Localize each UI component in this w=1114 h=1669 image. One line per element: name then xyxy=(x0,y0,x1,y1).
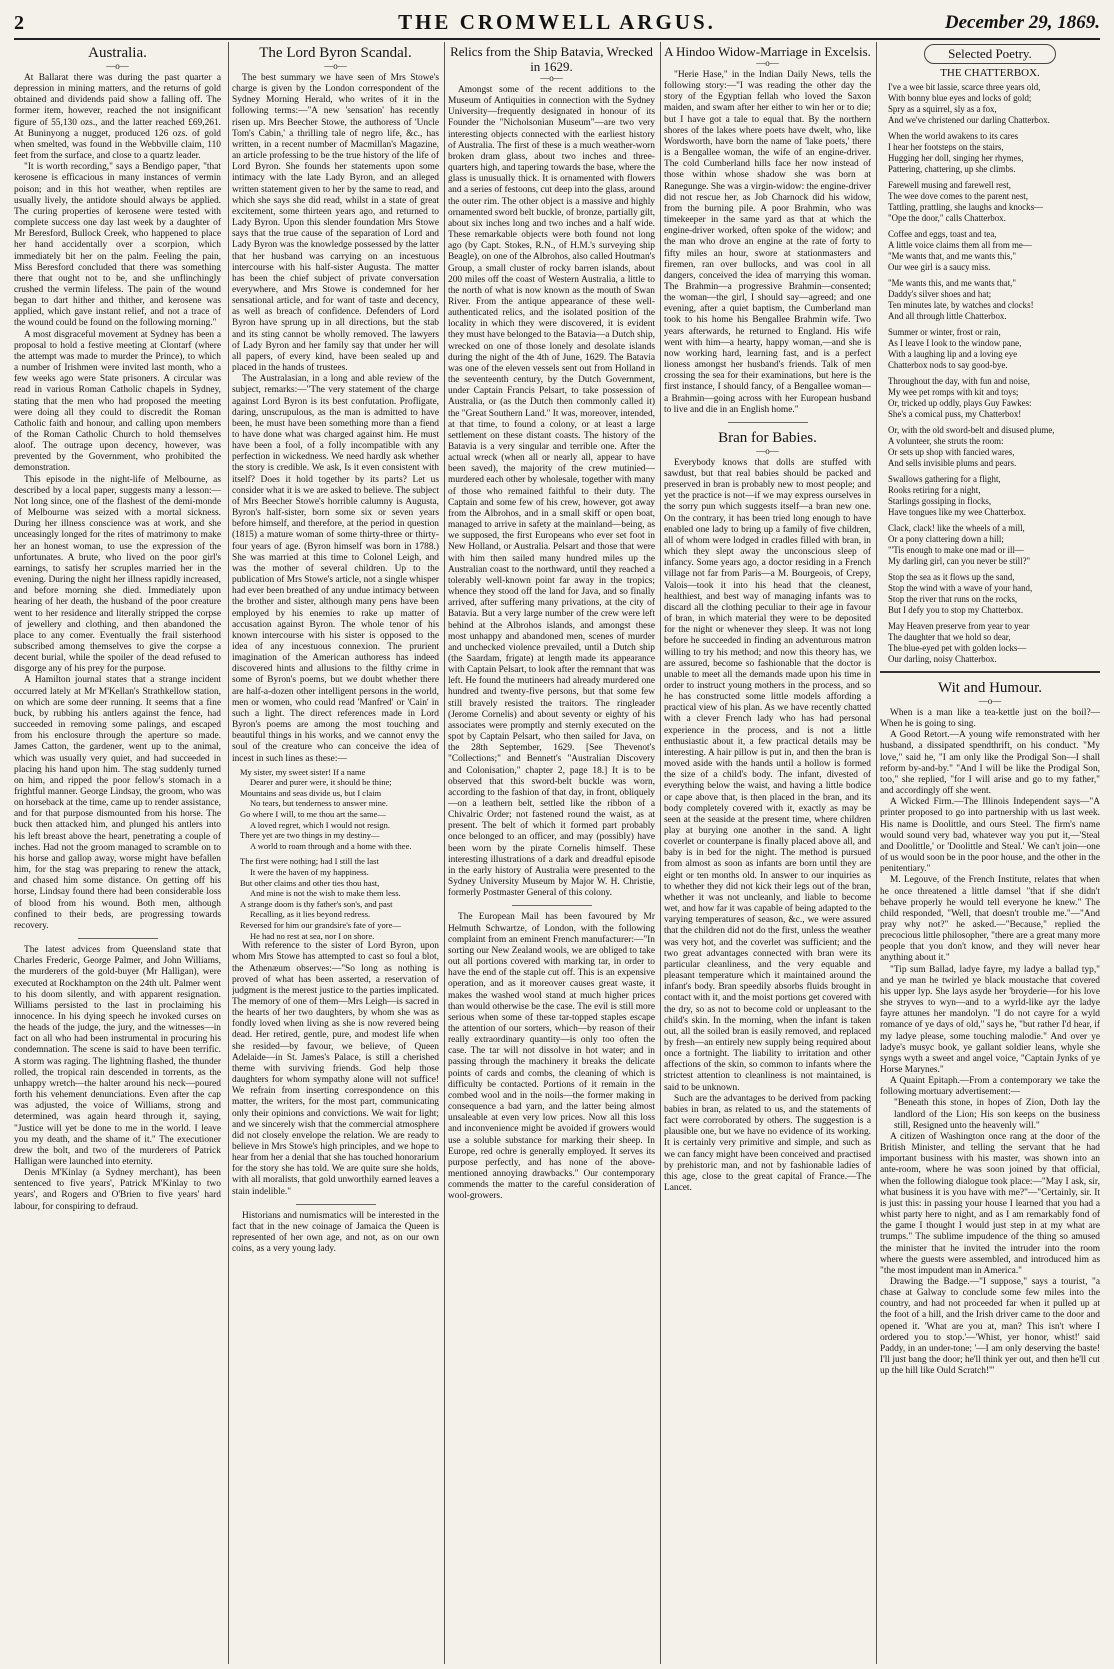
poem-chatterbox xyxy=(888,82,1100,665)
paragraph: "It is worth recording," says a Bendigo paper, "that kerosene is efficacious in many instances of vermin poison; and in this hot weather, when reptiles are usually lively, the antidote should always be applied. The curing properties of kerosene were tested with complete success one day last week by a daughter of Mr Beresford, Bullock Creek, who happened to place her hand accidentally over a scorpion, which immediately bit her on the palm. Feeling the pain, Miss Beresford concluded that there was something there that ought not to be, and she unflinchingly crushed the vermin lifeless. The pain of the wound began to dart hither and thither, and kerosene was applied, which gave instant relief, and not a trace of the wound could be found on the following morning." xyxy=(14,162,221,329)
stanza: Swallows gathering for a flight, Rooks retiring for a night, Starlings gossiping in flocks, Have tongues like my wee Chatterbox. xyxy=(888,474,1027,517)
stanza: Summer or winter, frost or rain, As I leave I look to the window pane, With a laughing lip and a loving eye Chatterbox nods to say good-bye. xyxy=(888,327,1022,370)
article-heading: A Hindoo Widow-Marriage in Excelsis. xyxy=(664,44,871,59)
paragraph: A Wicked Firm.—The Illinois Independent says—"A printer proposed to go into partnership with us last week. His name is Doolittle, and ours Steel. The firm's name would sound very bad, whatever way you put it,—'Steal and Doolittle,' or 'Doolittle and Steal.' We can't join—one of us would soon be in the poor house, and the other in the penitentiary." xyxy=(880,797,1100,875)
column-hindoo-widow: A Hindoo Widow-Marriage in Excelsis. —o— "Herie Hase," in the Indian Daily News, tells the following story:—"I was reading the other day the story of the Egyptian fellah who loved the Saxon maiden, and swam after her either to win her or to die; but I have got a tale to equal that. By the northern shores of the lakes where poets have dwelt, who, like Wordsworth, have born the name of 'lake poets,' there is a Bengallee woman, the wife of an engine-driver. The cold Cumberland hills face her now instead of those within whose shadow she was born at Ranegunge. She was a virgin-widow: the engine-driver did not rescue her, as Job Charnock did his widow, from the burning pile. A poor Brahmin, who was timekeeper in the same yard as that at which the engine-driver worked, often spoke of the widow; and the man who drove an engine at the rate of forty to fifty miles an hour, swore at stationmasters and firemen, ran over bullocks, and was cool in all dangers, conceived the idea of marrying this woman. The Brahmin—a progressive Brahmin—consented; the woman—the girl, I should say—agreed; and one evening, after a quiet baptism, the Cumberland man took to his home his Bengallee Brahmin wife. Two years afterwards, he returned to England. His wife went with him—a hearty, happy woman,—and she is now working hard, learning fast, and is a perfect lioness amongst her husband's friends. Talk of men crossing the sea for their examinations, but here is the first instance, I should fancy, of a Bengallee woman—a Brahmin—going across with her European husband to live and die in an English home." Bran for Babies. —o— Everybody knows that dolls are stuffed with sawdust, but that real babies should be packed and preserved in bran is probably new to most people; and yet the practice is not—if we may express ourselves in the sorry pun which suggests itself—a bran new one. On the contrary, it has been tried long enough to have enabled one lady to bring up a family of five children, all of whom were lodged in cradles filled with bran, in which they slept away the unconscious sleep of infancy. Some years ago, a doctor residing in a French village not far from Paris—a M. Bourgeois, of Crepy, Valois—took it into his head that the cleanest, healthiest, and best way of managing infants was to discard all the clothing peculiar to their age in favour of bran, in which material they were to be deposited for the night or whenever they sleep. It was not long before he succeeded in finding an adventurous matron willing to try his method; and now this theory has, we are assured, become so fashionable that the doctor is unable to meet all the demands made upon his time in order to instruct young mothers in the process, and so he has constructed some little models affording a practical view of his plan. As we have recently chatted with a clever French lady who has had personal experience in the process, and is not a little enthusiastic about it, a few practical details may be interesting. A hair pillow is put in, and then the bran is moved aside with the hands until a hollow is formed the size of a child's body. The infant, divested of everything below the waist, and having a little bodice or cape above that, is then placed in the bran, and its body completely covered with it, exactly as may be seen at the seaside at the present time, where children play at burying one another in the sand. A light coverlet or counterpane is finally placed above all, and baby is in bed for the night. The method is pursued from almost as soon as infants are born until they are eight or ten months old. In answer to our inquiries as to whether they did not kick their legs out of the bran, whether it was not uncleanly, and liable to become wet, and how far it was capable of being adapted to the varying temperatures of season, &c., we were assured that the children did not do the first, unless the weather was very hot, and the coverlet was sufficient; and the two great advantages connected with bran were its particular cleanliness, and the very equable and pleasant temperature which it maintained around the infant's body. Bran speedily absorbs fluids brought in contact with it, and the moist portions get covered with the dry, so as not to become cold or unpleasant to the child's skin. In the morning, when the infant is taken out, all the soiled bran is easily removed, and replaced by fresh—an entirely new supply being required about once a fortnight. The liability to irritation and other affections of the skin, so common to infants where the strictest attention to cleanliness is not maintained, is said to be unknown. Such are the advantages to be derived from packing babies in bran, as related to us, and the statements of fact were corroborated by others. The suggestion is a plausible one, but we have no evidence of its working. It is certainly very primitive and simple, and such as we can fancy might have been conceived and practised by prehistoric man, and not by fashionable ladies of this age, close to the great capital of France.—The Lancet. xyxy=(664,44,871,1193)
issue-date: December 29, 1869. xyxy=(944,12,1100,33)
column-australia: Australia. —o— At Ballarat there was during the past quarter a depression in mining matters, and the returns of gold obtained and dividends paid show a falling off. The former item, however, reached the not insignificant figure of 55,130 ozs., and the latter reached £69,261. At Buninyong a nugget, produced 126 ozs. of gold when smelted, was found in the Webbville claim, 110 feet from the surface, and close to a quartz leader. "It is worth recording," says a Bendigo paper, "that kerosene is efficacious in many instances of vermin poison; and in this hot weather, when reptiles are usually lively, the antidote should always be applied. The curing properties of kerosene were tested with complete success one day last week by a daughter of Mr Beresford, Bullock Creek, who happened to place her hand accidentally over a scorpion, which immediately bit her on the palm. Feeling the pain, Miss Beresford concluded that there was something there that ought not to be, and she unflinchingly crushed the vermin lifeless. The pain of the wound began to dart hither and thither, and kerosene was applied, which gave instant relief, and not a trace of the wound could be found on the following morning." A most disgraceful movement at Sydney has been a proposal to hold a festive meeting at Clontarf (where the attempt was made to murder the Prince), to which a number of Irishmen were invited last month, who a few weeks ago were State prisoners. A circular was read in various Roman Catholic chapels in Sydney, stating that the men who had proposed the meeting were doing all they could to discredit the Roman Catholic faith and honour, and calling upon members of the Roman Catholic Church to hold themselves aloof. The outrage upon decency, however, was prevented by the Government, who prohibited the demonstration. This episode in the night-life of Melbourne, as described by a local paper, suggests many a lesson:—Not long since, one of the flashest of the demi-monde of Melbourne was seized with a mortal sickness. During her illness conscience was at work, and she unceasingly longed for the rites of matrimony to make her an honest woman, to use the expression of the unfortunates. A brute, who lived on the poor girl's earnings, to satisfy her scruples married her in the evening. During the night her illness rapidly increased, and before morning she died. Immediately upon hearing of her death, the husband of the poor creature went to her residence and literally stripped the corpse of jewellery and clothing, and then abandoned the place to any comer. Eventually the frail sisterhood subscribed among themselves to give the corpse a decent burial, while the spoiler of the dead refused to disgorge any of his prey for the purpose. A Hamilton journal states that a strange incident occurred lately at Mr M'Kellan's Strathkellow station, on which are some deer running. It seems that a fine buck, by rubbing his antlers against the fence, had succeeded in removing some palings, and escaped from his enclosure through the aperture so made. James Catton, the gardener, went up to the animal, which was usually very quiet, and had succeeded in placing his hand upon him. The stag suddenly turned on him, and ripped the poor fellow's stomach in a frightful manner. George Lindsay, the groom, who was on horseback at the time, came up to render assistance, and for that purpose dismounted from his horse. The buck then attacked him, and plunged his antlers into his left breast above the heart, penetrating a couple of inches. Had not the groom managed to scramble on to his horse and gallop away, worse might have befallen him, for the stag was preparing to renew the attack, and chased him some distance. On getting off his horse, Lindsay found there had been considerable loss of blood from his wound. Both men, although confined to their beds, are progressing towards recovery. The latest advices from Queensland state that Charles Frederic, George Palmer, and John Williams, the murderers of the gold-buyer (Mr Halligan), were executed at Rockhampton on the 24th ult. Palmer went to his doom silently, and with apparent resignation. Williams persisted to the last in proclaiming his innocence. In his dying speech he invoked curses on the heads of the judge, the jury, and the witnesses—in fact on all who had been instrumental in procuring his condemnation. The scene is said to have been terrific. A storm was raging. The lightning flashed, the thunder rolled, the tropical rain descended in torrents, as the unhappy wretch—the halter around his neck—poured forth his vehement denunciations. Even after the cap was adjusted, the voice of Williams, strong and determined, was again heard through it, saying, "Justice will yet be done to me in the world. I leave you my death, and the shame of it." The executioner drew the bolt, and two of the murderers of Patrick Halligan were launched into eternity. Denis M'Kinlay (a Sydney merchant), has been sentenced to five years', Patrick M'Kinlay to two years', and Rogers and O'Brien to five years' hard labour, for conspiring to defraud. xyxy=(14,45,221,1212)
divider xyxy=(512,905,592,906)
paragraph: Drawing the Badge.—"I suppose," says a tourist, "a chase at Galway to conclude some few miles into the country, and had not proceeded far when it pulled up at the foot of a hill, and the Irish driver came to the door and opened it. 'What are you at, man? This isn't where I ordered you to stop.'—'Whist, yer honor, whist!' said Paddy, in an under-tone; '—I am only deserving the baste! I'll just bang the door; he'll think yer out, and then he'll cut up the hill like Ould Scratch!'" xyxy=(880,1276,1100,1377)
article-heading: Australia. xyxy=(88,45,147,61)
article-heading: The Lord Byron Scandal. xyxy=(259,45,412,61)
paragraph: Denis M'Kinlay (a Sydney merchant), has been sentenced to five years', Patrick M'Kinlay to two years', and Rogers and O'Brien to five years' hard labour, for conspiring to defraud. xyxy=(14,1168,221,1212)
paragraph: Everybody knows that dolls are stuffed with sawdust, but that real babies should be packed and preserved in bran is probably new to most people; and yet the practice is not—if we may express ourselves in the sorry pun which suggests itself—a bran new one. On the contrary, it has been tried long enough to have enabled one lady to bring up a family of five children, all of whom were lodged in cradles filled with bran, in which they slept away the unconscious sleep of infancy. Some years ago, a doctor residing in a French village not far from Paris—a M. Bourgeois, of Crepy, Valois—took it into his head that the cleanest, healthiest, and best way of managing infants was to discard all the clothing peculiar to their age in favour of bran, in which material they were to be deposited for the night or whenever they sleep. It was not long before he succeeded in finding an adventurous matron willing to try his method; and now this theory has, we are assured, become so fashionable that the doctor is unable to meet all the demands made upon his time in order to instruct young mothers in the process, and so he has constructed some little models affording a practical view of his plan. As we have recently chatted with a clever French lady who has had personal experience in the process, and is not a little enthusiastic about it, a few practical details may be interesting. A hair pillow is put in, and then the bran is moved aside with the hands until a hollow is formed the size of a child's body. The infant, divested of everything below the waist, and having a little bodice or cape above that, is then placed in the bran, and its body completely covered with it, exactly as may be seen at the seaside at the present time, where children play at burying one another in the sand. A light coverlet or counterpane is finally placed above all, and baby is in bed for the night. The method is pursued from almost as soon as infants are born until they are eight or ten months old. In answer to our inquiries as to whether they did not kick their legs out of the bran, whether it was not uncleanly, and liable to become wet, and how far it was capable of being adapted to the varying temperatures of season, &c., we were assured that the children did not do the first, unless the weather was very hot, and the coverlet was sufficient; and the two great advantages connected with bran were its particular cleanliness, and the very equable and pleasant temperature which it maintained around the infant's body. Bran speedily absorbs fluids brought in contact with it, and the moist portions get covered with the dry, so as not to become cold or unpleasant to the child's skin. In the morning, when the infant is taken out, all the soiled bran is easily removed, and replaced by fresh—an entirely new supply being required about once a fortnight. The liability to irritation and other affections of the skin, so common to infants where the strictest attention to cleanliness is not maintained, is said to be unknown. xyxy=(664,457,871,1093)
column-byron-scandal: The Lord Byron Scandal. —o— The best summary we have seen of Mrs Stowe's charge is given by the London correspondent of the Sydney Morning Herald, who writes of it in the following terms:—"A new 'sensation' has recently risen up. Mrs Beecher Stowe, the authoress of 'Uncle Tom's Cabin,' a thrilling tale of negro life, &c., has written, in a recent number of Macmillan's Magazine, an article professing to be the true history of the life of Lord Byron. She founds her statements upon some intimacy with the late Lady Byron, and an alleged written statement given to her by the same to read, and which she says she did read, whilst in a state of great excitement, some thirteen years ago, and returned to Lady Byron. Upon this slender foundation Mrs Stowe says that the true cause of the separation of Lord and Lady Byron was the knowledge possessed by the latter that her husband was carrying on an incestuous intercourse with his half-sister Augusta. The matter has been the chief subject of private conversation everywhere, and Mrs Stowe is condemned for her sensational article, and for want of taste and decency, as well as breach of confidence. Defenders of Lord Byron have sprung up in all directions, but the stab and its sting cannot be wholly removed. The lawyers of Lady Byron and her family say that under her will all papers, of every kind, have been sealed up and placed in the hands of trustees. The Australasian, in a long and able review of the subject, remarks:—"The very statement of the charge against Lord Byron is its best confutation. Profligate, daring, unscrupulous, as the man is admitted to have been, he must have been something more than a fiend to have done what was charged against him. He must have been a fool, of a folly incompatible with any perfection in wickedness. We need hardly ask whether the story is credible. We ask, Is it even consistent with itself? Does it hold together by its parts? Let us consider what it is we are asked to believe. The subject of Mrs Beecher Stowe's horrible calumny is Augusta, Byron's half-sister, born some six or seven years before himself, and therefore, at the period in question (1815) a mature woman of some thirty-three or thirty-four years of age. (Byron himself was born in 1788.) She was married at this time to Colonel Leigh, and was the mother of several children. Up to the publication of Mrs Stowe's article, not a single whisper had ever been breathed of any undue intimacy between the brother and sister, although many pens have been employed by his enemies to rake up matter of accusation against Byron. The whole tenor of his known intercourse with his sister is opposed to the idea of any incestuous connexion. The prurient imagination of the American authoress has indeed discovered hints and allusions to the filthy crime in some of Byron's poems, but we doubt whether there are half-a-dozen other intelligent persons in the world, men or women, who could read 'Manfred' or 'Cain' in such a light. The direct references made in Lord Byron's poems are among the most touching and beautiful things in his works, and we cannot envy the soul of the creature who can conceive the idea of incest in such lines as these:— My sister, my sweet sister! If a name Dearer and purer were, it should be thine; Mountains and seas divide us, but I claim No tears, but tenderness to answer mine. Go where I will, to me thou art the same— A loved regret, which I would not resign. There yet are two things in my destiny— A world to roam through and a home with thee. The first were nothing; had I still the last It were the haven of my happiness. But other claims and other ties thou hast, And mine is not the wish to make them less. A strange doom is thy father's son's, and past Recalling, as it lies beyond redress. Reversed for him our grandsire's fate of yore— He had no rest at sea, nor I on shore. With reference to the sister of Lord Byron, upon whom Mrs Stowe has attempted to cast so foul a blot, the Athenæum observes:—"So long as nothing is proved of what has been asserted, a reservation of judgment is the merest justice to the parties implicated. The memory of one of them—Mrs Leigh—is sacred in the hearts of her two daughters, by whom she was as fondly loved when living as she is now revered being dead. Her retired, gentle, pure, and modest life when she resided—by favour, we believe, of Queen Adelaide—in St. James's Palace, is still a cherished theme with surviving friends. God help those daughters for whom sympathy alone will not suffice! We refrain from inserting correspondence on this matter, the writers, for the most part, communicating only their opinions and convictions. We wait for light; and we sincerely wish that the commercial atmosphere did not closely envelope the relation. We are ready to believe in Mrs Stowe's high principles, and we hope to hear from her a denial that she has touched honorarium for the story she has told. We are quite sure she holds, with all moralists, that gold unworthily earned leaves a stain indelible." Historians and numismatics will be interested in the fact that in the new coinage of Jamaica the Queen is represented of her own age, and not, as on our own coins, as a very young lady. xyxy=(232,45,439,1255)
stanza: Throughout the day, with fun and noise, My wee pet romps with kit and toys; Or, tricked up oddly, plays Guy Fawkes: She's a comical puss, my Chatterbox! xyxy=(888,376,1032,419)
page-number: 2 xyxy=(14,12,24,34)
paragraph: A Hamilton journal states that a strange incident occurred lately at Mr M'Kellan's Strathkellow station, on which are some deer running. It seems that a fine buck, by rubbing his antlers against the fence, had succeeded in removing some palings, and escaped from his enclosure through the aperture so made. James Catton, the gardener, went up to the animal, which was usually very quiet, and had succeeded in placing his hand upon him. The stag suddenly turned on him, and ripped the poor fellow's stomach in a frightful manner. George Lindsay, the groom, who was on horseback at the time, came up to render assistance, and for that purpose dismounted from his horse. The buck then attacked him, and plunged his antlers into his left breast above the heart, penetrating a couple of inches. Had not the groom managed to scramble on to his horse and gallop away, worse might have befallen him, for the stag was preparing to renew the attack, and chased him some distance. On getting off his horse, Lindsay found there had been considerable loss of blood from his wound. Both men, although confined to their beds, are progressing towards recovery. xyxy=(14,675,221,931)
paragraph: M. Legouve, of the French Institute, relates that when he once threatened a little damsel "that if she didn't behave properly he would tell everyone he knew." The child responded, "Well, that doesn't trouble me."—"And pray why not?" he asked.—"Because," replied the precocious little philosopher, "there are a great many more people that you don't know, and they will never hear anything about it." xyxy=(880,875,1100,964)
stanza: Or, with the old sword-belt and disused plume, A volunteer, she struts the room: Or sets up shop with fancied wares, And sells invisible plums and pears. xyxy=(888,425,1055,468)
paragraph: The European Mail has been favoured by Mr Helmuth Schwartze, of London, with the following complaint from an eminent French manufacturer:—"In sorting our New Zealand wools, we are obliged to take out all portions covered with marking tar, in order to have the end of the staple cut off. This is an expensive operation, and as it moreover causes great waste, it makes the washed wool stand at much higher prices than would otherwise be the case. The evil is still more serious when some of these tar-topped staples escape the attention of our sorters, which—by reason of their really extraordinary quantity—is only too often the case. The tar will not dissolve in hot water; and in passing through the machinery it breaks the delicate points of cards and combs, the cleaning of which is difficulty be contacted. Portions of it remain in the combed wool and in the noils—the former making in consequence a bad yarn, and the latter being almost unsaleable at even very low prices. Now all this loss and inconvenience might be avoided if growers would use a soluble substance for marking their sheep. In Europe, red ochre is generally employed. It serves its purpose perfectly, and has none of the above-mentioned annoying drawbacks." Our contemporary commends the matter to the careful consideration of wool-growers. xyxy=(448,912,655,1202)
stanza: Farewell musing and farewell rest, The wee dove comes to the parent nest, Tattling, prattling, she laughs and knocks— "Ope the door," calls Chatterbox. xyxy=(888,180,1043,223)
column-batavia-relics: Relics from the Ship Batavia, Wrecked in 1629. —o— Amongst some of the recent additions to the Museum of Antiquities in connection with the Sydney University—frequently designated in honour of its Founder the "Nicholsonian Museum"—are two very interesting objects connected with the earliest history of Australia. The first of these is a much weather-worn broken dram glass, about two inches and three-quarters high, and tapering towards the base, where the glass is unusually thick. It is ornamented with flowers and a series of festoons, cut deep into the glass, around the outer rim. The other object is a massive and highly ornamented sword belt buckle, of bronze, partially gilt, about six inches long and two inches and a half wide. These remarkable objects were both found not long ago (by Capt. Stokes, R.N., of H.M.'s surveying ship Beagle), on one of the Albrohos, also called Houtman's Group, a small cluster of rocky barren islands, about 200 miles off the coast of Western Australia, a little to the north of what is now known as the mouth of Swan River. From the antique appearance of these well-authenticated relics, and the isolated position of the locality in which they were discovered, it is evident they must have belonged to the Batavia—a Dutch ship, wrecked on one of those lonely and desolate islands during the night of the 4th of June, 1629. The Batavia was one of the eleven vessels sent out from Holland in the seventeenth century, by the Dutch Government, under Captain Francis Pelsart, to take possession of Australia, or (as the Dutch then commonly called it) the "Great Southern Land." It was, moreover, intended, at that time, to found a colony, or at least a large settlement on these distant coasts. The history of the Batavia is a very singular and terrible one. After the actual wreck (when all or nearly all, appear to have been saved), the majority of the crew mutinied—murdered each other by wholesale, together with many of those who remained faithful to their duty. The Captain and some few of his crew, however, got away from the Albrohos, and in a small skiff or open boat, managed to arrive in safety at the mainland—being, as we supposed, the first Europeans who ever set foot in New Holland, or Australia. Pelsart and those that were with him then sailed many hundred miles up the Australian coast to the northward, until they reached a tolerably well-known point far away in the tropics; whence they stood off the land for Java, and so finally arrived, after suffering many privations, at the city of Batavia. But a very large number of the crew were left behind at the Albrohos islands, and amongst these most unhappy and abandoned men, scenes of murder and unchecked violence prevailed, until a Dutch ship (the Saardam, frigate) at length made its appearance with Captain Pelsart, to look after the remnant that was left. He found the mutineers had already murdered one hundred and twenty-five persons, but that some few still bravely resisted the traitors. The ringleader (Jerome Cornelis) and about seventy or eighty of his associates were promptly and sternly executed on the spot by Captain Pelsart, who then sailed for Java, on the 28th September, 1629. [See Thevenot's "Collections;" and Bennett's "Australian Discovery and Colonisation," chapter 2, page 18.] It is to be observed that this sword-belt buckle was worn, according to the fashion of that day, in front, obliquely—on a leathern belt, settled like the ribbon of a Chivalric Order; not fastened round the waist, as at present. The belt of which it formed part probably once belonged to an officer, and may (possibly) have been worn by the pirate Cornelis himself. These interesting illustrations of a dark and dreadful episode in the early history of Australia were presented to the Sydney University Museum by Major W. H. Christie, formerly Postmaster General of this colony. The European Mail has been favoured by Mr Helmuth Schwartze, of London, with the following complaint from an eminent French manufacturer:—"In sorting our New Zealand wools, we are obliged to take out all portions covered with marking tar, in order to have the end of the staple cut off. This is an expensive operation, and as it moreover causes great waste, it makes the washed wool stand at much higher prices than would otherwise be the case. The evil is still more serious when some of these tar-topped staples escape the attention of our sorters, which—by reason of their really extraordinary quantity—is only too often the case. The tar will not dissolve in hot water; and in passing through the machinery it breaks the delicate points of cards and combs, the cleaning of which is difficulty be contacted. Portions of it remain in the combed wool and in the noils—the former making in consequence a bad yarn, and the latter being almost unsaleable at even very low prices. Now all this loss and inconvenience might be avoided if growers would use a soluble substance for marking their sheep. In Europe, red ochre is generally employed. It serves its purpose perfectly, and has none of the above-mentioned annoying drawbacks." Our contemporary commends the matter to the careful consideration of wool-growers. xyxy=(448,44,655,1202)
masthead xyxy=(14,6,1100,40)
section-heading: Wit and Humour. xyxy=(938,680,1042,696)
divider xyxy=(78,938,158,939)
stanza: Clack, clack! like the wheels of a mill, Or a pony clattering down a hill; "'Tis enough to make one mad or ill— My darling girl, can you never be still?" xyxy=(888,523,1031,566)
divider xyxy=(728,422,808,423)
paragraph: The best summary we have seen of Mrs Stowe's charge is given by the London correspondent of the Sydney Morning Herald, who writes of it in the following terms:—"A new 'sensation' has recently risen up. Mrs Beecher Stowe, the authoress of 'Uncle Tom's Cabin,' a thrilling tale of negro life, &c., has written, in a recent number of Macmillan's Magazine, an article professing to be the true history of the life of Lord Byron. She founds her statements upon some intimacy with the late Lady Byron, and an alleged written statement given to her by the same to read, and which she says she did read, whilst in a state of great excitement, some thirteen years ago, and returned to Lady Byron. Upon this slender foundation Mrs Stowe says that the true cause of the separation of Lord and Lady Byron was the knowledge possessed by the latter that her husband was carrying on an incestuous intercourse with his half-sister Augusta. The matter has been the chief subject of private conversation everywhere, and Mrs Stowe is condemned for her sensational article, and for want of taste and decency, as well as breach of confidence. Defenders of Lord Byron have sprung up in all directions, but the stab and its sting cannot be wholly removed. The lawyers of Lady Byron and her family say that under her will all papers, of every kind, have been sealed up and placed in the hands of trustees. xyxy=(232,73,439,374)
paragraph: When is a man like a tea-kettle just on the boil?—When he is going to sing. xyxy=(880,708,1100,730)
divider xyxy=(296,1204,376,1205)
quoted-verse: My sister, my sweet sister! If a name Dearer and purer were, it should be thine; Mountains and seas divide us, but I claim No tears, but tenderness to answer mine. Go where I will, to me thou art the same— A loved regret, which I would not resign. There yet are two things in my destiny— A world to roam through and a home with thee. The first were nothing; had I still the last It were the haven of my happiness. But other claims and other ties thou hast, And mine is not the wish to make them less. A strange doom is thy father's son's, and past Recalling, as it lies beyond redress. Reversed for him our grandsire's fate of yore— He had no rest at sea, nor I on shore. xyxy=(240,766,412,941)
divider xyxy=(880,671,1100,673)
newspaper-title: THE CROMWELL ARGUS. xyxy=(398,10,716,34)
column-poetry-humour: Selected Poetry. THE CHATTERBOX. I've a wee bit lassie, scarce three years old, With bonny blue eyes and locks of gold; Spry as a squirrel, sly as a fox, And we've christened our darling Chatterbox. When the world awakens to its cares I hear her footsteps on the stairs, Hugging her doll, singing her rhymes, Pattering, chattering, up she climbs. Farewell musing and farewell rest, The wee dove comes to the parent nest, Tattling, prattling, she laughs and knocks— "Ope the door," calls Chatterbox. Coffee and eggs, toast and tea, A little voice claims them all from me— "Me wants that, and me wants this," Our wee girl is a saucy miss. "Me wants this, and me wants that," Daddy's silver shoes and hat; Ten minutes late, by watches and clocks! And all through little Chatterbox. Summer or winter, frost or rain, As I leave I look to the window pane, With a laughing lip and a loving eye Chatterbox nods to say good-bye. Throughout the day, with fun and noise, My wee pet romps with kit and toys; Or, tricked up oddly, plays Guy Fawkes: She's a comical puss, my Chatterbox! Or, with the old sword-belt and disused plume, A volunteer, she struts the room: Or sets up shop with fancied wares, And sells invisible plums and pears. Swallows gathering for a flight, Rooks retiring for a night, Starlings gossiping in flocks, Have tongues like my wee Chatterbox. Clack, clack! like the wheels of a mill, Or a pony clattering down a hill; "'Tis enough to make one mad or ill— My darling girl, can you never be still?" Stop the sea as it flows up the sand, Stop the wind with a wave of your hand, Stop the river that runs on the rocks, But I defy you to stop my Chatterbox. May Heaven preserve from year to year The daughter that we hold so dear, The blue-eyed pet with golden locks— Our darling, noisy Chatterbox. Wit and Humour. —o— When is a man like a tea-kettle just on the boil?—When he is going to sing. A Good Retort.—A young wife remonstrated with her husband, a dissipated spendthrift, on his conduct. "My love," said he, "I am only like the Prodigal Son—I shall reform by-and-by." "And I will be like the Prodigal Son, too," she replied, "for I will arise and go to my father," and accordingly off she went. A Wicked Firm.—The Illinois Independent says—"A printer proposed to go into partnership with us last week. His name is Doolittle, and ours Steel. The firm's name would sound very bad, whatever way you put it,—'Steal and Doolittle,' or 'Doolittle and Steal.' We can't join—one of us would soon be in the poor house, and the other in the penitentiary." M. Legouve, of the French Institute, relates that when he once threatened a little damsel "that if she didn't behave properly he would tell everyone he knew." The child responded, "Well, that doesn't trouble me."—"And pray why not?" he asked.—"Because," replied the precocious little philosopher, "there are a great many more people that you don't know, and they will never hear anything about it." "Tip sum Ballad, ladye fayre, my ladye a ballad typ," and ye man he twirled ye black moustache that covered his upper lyp. She lays asyde her 'broyderie—for his love she stryves to wyn—and to a wyrld-like ayr the ladye fayre attunes her mandolyn. "I do not cayre for a wyld romance of ye days of old," says he, "but rather I'd hear, if my ladye please, some touching malodie." And over ye ladye's musyc book, ye gallant soldier leans, whyle she syngs wyth a sweet and angel voice, "Captain Jynks of ye Horse Marynes." A Quaint Epitaph.—From a contemporary we take the following mortuary advertisement:— "Beneath this stone, in hopes of Zion, Doth lay the landlord of the Lion; His son keeps on the business still, Resigned unto the heavenly will." A citizen of Washington once rang at the door of the British Minister, and telling the servant that he had important business with his master, was shown into an ante-room, where he was soon joined by that official, when the following dialogue took place:—"May I ask, sir, what business it is you have with me?"—"Certainly, sir. It is just this: in passing your house I learned that you had a whist party here to night, and as I am remarkably fond of the game I thought I would just step in at my what are trumps." The sublime impudence of the thing so amused the minister that he invited the intruder into the room where the guests were assembled, and introduced him as "the most impudent man in America." Drawing the Badge.—"I suppose," says a tourist, "a chase at Galway to conclude some few miles into the country, and had not proceeded far when it pulled up at the foot of a hill, and the Irish driver came to the door and opened it. 'What are you at, man? This isn't where I ordered you to stop.'—'Whist, yer honor, whist!' said Paddy, in an under-tone; '—I am only deserving the baste! I'll just bang the door; he'll think yer out, and then he'll cut up the hill like Ould Scratch!'" xyxy=(880,46,1100,1377)
stanza: I've a wee bit lassie, scarce three years old, With bonny blue eyes and locks of gold; Spry as a squirrel, sly as a fox, And we've christened our darling Chatterbox. xyxy=(888,82,1050,125)
column-rule xyxy=(876,42,877,1664)
stanza: Coffee and eggs, toast and tea, A little voice claims them all from me— "Me wants that, and me wants this," Our wee girl is a saucy miss. xyxy=(888,229,1032,272)
paragraph: The latest advices from Queensland state that Charles Frederic, George Palmer, and John Williams, the murderers of the gold-buyer (Mr Halligan), were executed at Rockhampton on the 24th ult. Palmer went to his doom silently, and with apparent resignation. Williams persisted to the last in proclaiming his innocence. In his dying speech he invoked curses on the heads of the judge, the jury, and the witnesses—in fact on all who had been instrumental in procuring his condemnation. The scene is said to have been terrific. A storm was raging. The lightning flashed, the thunder rolled, the tropical rain descended in torrents, as the unhappy wretch—the halter around his neck—poured forth his vehement denunciations. Even after the cap was adjusted, the voice of Williams, strong and determined, was again heard through it, saying, "Justice will yet be done to me in the world. I leave you my death, and the shame of it." The executioner drew the bolt, and two of the murderers of Patrick Halligan were launched into eternity. xyxy=(14,945,221,1167)
column-rule xyxy=(228,42,229,1664)
poem-title: THE CHATTERBOX. xyxy=(940,67,1040,79)
paragraph: At Ballarat there was during the past quarter a depression in mining matters, and the returns of gold obtained and dividends paid show a falling off. The former item, however, reached the not insignificant figure of 55,130 ozs., and the latter reached £69,261. At Buninyong a nugget, produced 126 ozs. of gold when smelted, was found in the Webbville claim, 110 feet from the surface, and close to a quartz leader. xyxy=(14,73,221,162)
column-rule xyxy=(444,42,445,1664)
paragraph: Historians and numismatics will be interested in the fact that in the new coinage of Jamaica the Queen is represented of her own age, and not, as on our own coins, as a very young lady. xyxy=(232,1210,439,1255)
paragraph: The Australasian, in a long and able review of the subject, remarks:—"The very statement of the charge against Lord Byron is its best confutation. Profligate, daring, unscrupulous, as the man is admitted to have been, he must have been something more than a fiend to have done what was charged against him. He must have been a fool, of a folly incompatible with any perfection in wickedness. We need hardly ask whether the story is credible. We ask, Is it even consistent with itself? Does it hold together by its parts? Let us consider what it is we are asked to believe. The subject of Mrs Beecher Stowe's horrible calumny is Augusta, Byron's half-sister, born some six or seven years before himself, and therefore, at the period in question (1815) a mature woman of some thirty-three or thirty-four years of age. (Byron himself was born in 1788.) She was married at this time to Colonel Leigh, and was the mother of several children. Up to the publication of Mrs Stowe's article, not a single whisper had ever been breathed of any undue intimacy between the brother and sister, although many pens have been employed by his enemies to rake up matter of accusation against Byron. The whole tenor of his known intercourse with his sister is opposed to the idea of any incestuous connexion. The prurient imagination of the American authoress has indeed discovered hints and allusions to the filthy crime in some of Byron's poems, but we doubt whether there are half-a-dozen other intelligent persons in the world, men or women, who could read 'Manfred' or 'Cain' in such a light. The direct references made in Lord Byron's poems are among the most touching and beautiful things in his works, and we cannot envy the soul of the creature who can conceive the idea of incest in such lines as these:— xyxy=(232,374,439,764)
epitaph: "Beneath this stone, in hopes of Zion, Doth lay the landlord of the Lion; His son keeps on the business still, Resigned unto the heavenly will." xyxy=(894,1098,1100,1131)
article-heading: Relics from the Ship Batavia, Wrecked in 1629. xyxy=(450,44,653,74)
paragraph: "Tip sum Ballad, ladye fayre, my ladye a ballad typ," and ye man he twirled ye black moustache that covered his upper lyp. She lays asyde her 'broyderie—for his love she stryves to wyn—and to a wyrld-like ayr the ladye fayre attunes her mandolyn. "I do not cayre for a wyld romance of ye days of old," says he, "but rather I'd hear, if my ladye please, some touching malodie." And over ye ladye's musyc book, ye gallant soldier leans, whyle she syngs wyth a sweet and angel voice, "Captain Jynks of ye Horse Marynes." xyxy=(880,964,1100,1075)
paragraph: A Good Retort.—A young wife remonstrated with her husband, a dissipated spendthrift, on his conduct. "My love," said he, "I am only like the Prodigal Son—I shall reform by-and-by." "And I will be like the Prodigal Son, too," she replied, "for I will arise and go to my father," and accordingly off she went. xyxy=(880,730,1100,797)
stanza: May Heaven preserve from year to year The daughter that we hold so dear, The blue-eyed pet with golden locks— Our darling, noisy Chatterbox. xyxy=(888,621,1030,664)
paragraph: With reference to the sister of Lord Byron, upon whom Mrs Stowe has attempted to cast so foul a blot, the Athenæum observes:—"So long as nothing is proved of what has been asserted, a reservation of judgment is the merest justice to the parties implicated. The memory of one of them—Mrs Leigh—is sacred in the hearts of her two daughters, by whom she was as fondly loved when living as she is now revered being dead. Her retired, gentle, pure, and modest life when she resided—by favour, we believe, of Queen Adelaide—in St. James's Palace, is still a cherished theme with surviving friends. God help those daughters for whom sympathy alone will not suffice! We refrain from inserting correspondence on this matter, the writers, for the most part, communicating only their opinions and convictions. We wait for light; and we sincerely wish that the commercial atmosphere did not closely envelope the relation. We are ready to believe in Mrs Stowe's high principles, and we hope to hear from her a denial that she has touched honorarium for the story she has told. We are quite sure she holds, with all moralists, that gold unworthily earned leaves a stain indelible." xyxy=(232,941,439,1197)
paragraph: A citizen of Washington once rang at the door of the British Minister, and telling the servant that he had important business with his master, was shown into an ante-room, where he was soon joined by that official, when the following dialogue took place:—"May I ask, sir, what business it is you have with me?"—"Certainly, sir. It is just this: in passing your house I learned that you had a whist party here to night, and as I am remarkably fond of the game I thought I would just step in at my what are trumps." The sublime impudence of the thing so amused the minister that he invited the intruder into the room where the guests were assembled, and introduced him as "the most impudent man in America." xyxy=(880,1131,1100,1276)
paragraph: A most disgraceful movement at Sydney has been a proposal to hold a festive meeting at Clontarf (where the attempt was made to murder the Prince), to which a number of Irishmen were invited last month, who a few weeks ago were State prisoners. A circular was read in various Roman Catholic chapels in Sydney, stating that the men who had proposed the meeting were doing all they could to discredit the Roman Catholic faith and honour, and calling upon members of the Roman Catholic Church to hold themselves aloof. The outrage upon decency, however, was prevented by the Government, who prohibited the demonstration. xyxy=(14,329,221,474)
paragraph: "Herie Hase," in the Indian Daily News, tells the following story:—"I was reading the other day the story of the Egyptian fellah who loved the Saxon maiden, and swam after her either to win her or to die; but I have got a tale to equal that. By the northern shores of the lakes where poets have dwelt, who, like Wordsworth, have born the name of 'lake poets,' there is a Bengallee woman, the wife of an engine-driver. The cold Cumberland hills face her now instead of those within whose shadow she was born at Ranegunge. She was a virgin-widow: the engine-driver did not rescue her, as Job Charnock did his widow, from the burning pile. A poor Brahmin, who was timekeeper in the same yard as that at which the engine-driver worked, often spoke of the widow; and the man who drove an engine at the rate of forty to fifty miles an hour, swore at stationmasters and firemen, ran over bullocks, and was cool in all dangers, conceived the idea of marrying this woman. The Brahmin—a progressive Brahmin—consented; the woman—the girl, I should say—agreed; and one evening, after a quiet baptism, the Cumberland man took to his home his Bengallee Brahmin wife. Two years afterwards, he returned to England. His wife went with him—a hearty, happy woman,—and she is now working hard, learning fast, and is a perfect lioness amongst her husband's friends. Talk of men crossing the sea for their examinations, but here is the first instance, I should fancy, of a Bengallee woman—a Brahmin—going across with her European husband to live and die in an English home." xyxy=(664,70,871,415)
stanza: Stop the sea as it flows up the sand, Stop the wind with a wave of your hand, Stop the river that runs on the rocks, But I defy you to stop my Chatterbox. xyxy=(888,572,1033,615)
paragraph: Amongst some of the recent additions to the Museum of Antiquities in connection with the Sydney University—frequently designated in honour of its Founder the "Nicholsonian Museum"—are two very interesting objects connected with the earliest history of Australia. The first of these is a much weather-worn broken dram glass, about two inches and three-quarters high, and tapering towards the base, where the glass is unusually thick. It is ornamented with flowers and a series of festoons, cut deep into the glass, around the outer rim. The other object is a massive and highly ornamented sword belt buckle, of bronze, partially gilt, about six inches long and two inches and a half wide. These remarkable objects were both found not long ago (by Capt. Stokes, R.N., of H.M.'s surveying ship Beagle), on one of the Albrohos, also called Houtman's Group, a small cluster of rocky barren islands, about 200 miles off the coast of Western Australia, a little to the north of what is now known as the mouth of Swan River. From the antique appearance of these well-authenticated relics, and the isolated position of the locality in which they were discovered, it is evident they must have belonged to the Batavia—a Dutch ship, wrecked on one of those lonely and desolate islands during the night of the 4th of June, 1629. The Batavia was one of the eleven vessels sent out from Holland in the seventeenth century, by the Dutch Government, under Captain Francis Pelsart, to take possession of Australia, or (as the Dutch then commonly called it) the "Great Southern Land." It was, moreover, intended, at that time, to found a colony, or at least a large settlement on these distant coasts. The history of the Batavia is a very singular and terrible one. After the actual wreck (when all or nearly all, appear to have been saved), the majority of the crew mutinied—murdered each other by wholesale, together with many of those who remained faithful to their duty. The Captain and some few of his crew, however, got away from the Albrohos, and in a small skiff or open boat, managed to arrive in safety at the mainland—being, as we supposed, the first Europeans who ever set foot in New Holland, or Australia. Pelsart and those that were with him then sailed many hundred miles up the Australian coast to the northward, until they reached a tolerably well-known point far away in the tropics; whence they stood off the land for Java, and so finally arrived, after suffering many privations, at the city of Batavia. But a very large number of the crew were left behind at the Albrohos islands, and amongst these most unhappy and abandoned men, scenes of murder and unchecked violence prevailed, until a Dutch ship (the Saardam, frigate) at length made its appearance with Captain Pelsart, to look after the remnant that was left. He found the mutineers had already murdered one hundred and twenty-five persons, but that some few still bravely resisted the traitors. The ringleader (Jerome Cornelis) and about seventy or eighty of his associates were promptly and sternly executed on the spot by Captain Pelsart, who then sailed for Java, on the 28th September, 1629. [See Thevenot's "Collections;" and Bennett's "Australian Discovery and Colonisation," chapter 2, page 18.] It is to be observed that this sword-belt buckle was worn, according to the fashion of that day, in front, obliquely—on a leathern belt, settled like the ribbon of a Chivalric Order; not fastened round the waist, as at present. The belt of which it formed part probably once belonged to an officer, and may (possibly) have been worn by the pirate Cornelis himself. These interesting illustrations of a dark and dreadful episode in the early history of Australia were presented to the Sydney University Museum by Major W. H. Christie, formerly Postmaster General of this colony. xyxy=(448,85,655,899)
section-heading: Selected Poetry. xyxy=(924,44,1056,64)
paragraph: This episode in the night-life of Melbourne, as described by a local paper, suggests many a lesson:—Not long since, one of the flashest of the demi-monde of Melbourne was seized with a mortal sickness. During her illness conscience was at work, and she unceasingly longed for the rites of matrimony to make her an honest woman, to use the expression of the unfortunates. A brute, who lived on the poor girl's earnings, to satisfy her scruples married her in the evening. During the night her illness rapidly increased, and before morning she died. Immediately upon hearing of her death, the husband of the poor creature went to her residence and literally stripped the corpse of jewellery and clothing, and then abandoned the place to any comer. Eventually the frail sisterhood subscribed among themselves to give the corpse a decent burial, while the spoiler of the dead refused to disgorge any of his prey for the purpose. xyxy=(14,474,221,675)
stanza: "Me wants this, and me wants that," Daddy's silver shoes and hat; Ten minutes late, by watches and clocks! And all through little Chatterbox. xyxy=(888,278,1034,321)
stanza: When the world awakens to its cares I hear her footsteps on the stairs, Hugging her doll, singing her rhymes, Pattering, chattering, up she climbs. xyxy=(888,131,1024,174)
paragraph: A Quaint Epitaph.—From a contemporary we take the following mortuary advertisement:— xyxy=(880,1076,1100,1098)
column-rule xyxy=(660,42,661,1664)
paragraph: Such are the advantages to be derived from packing babies in bran, as related to us, and the statements of fact were corroborated by others. The suggestion is a plausible one, but we have no evidence of its working. It is certainly very primitive and simple, and such as we can fancy might have been conceived and practised by prehistoric man, and not by fashionable ladies of this age, close to the great capital of France.—The Lancet. xyxy=(664,1093,871,1193)
article-heading: Bran for Babies. xyxy=(718,429,817,446)
